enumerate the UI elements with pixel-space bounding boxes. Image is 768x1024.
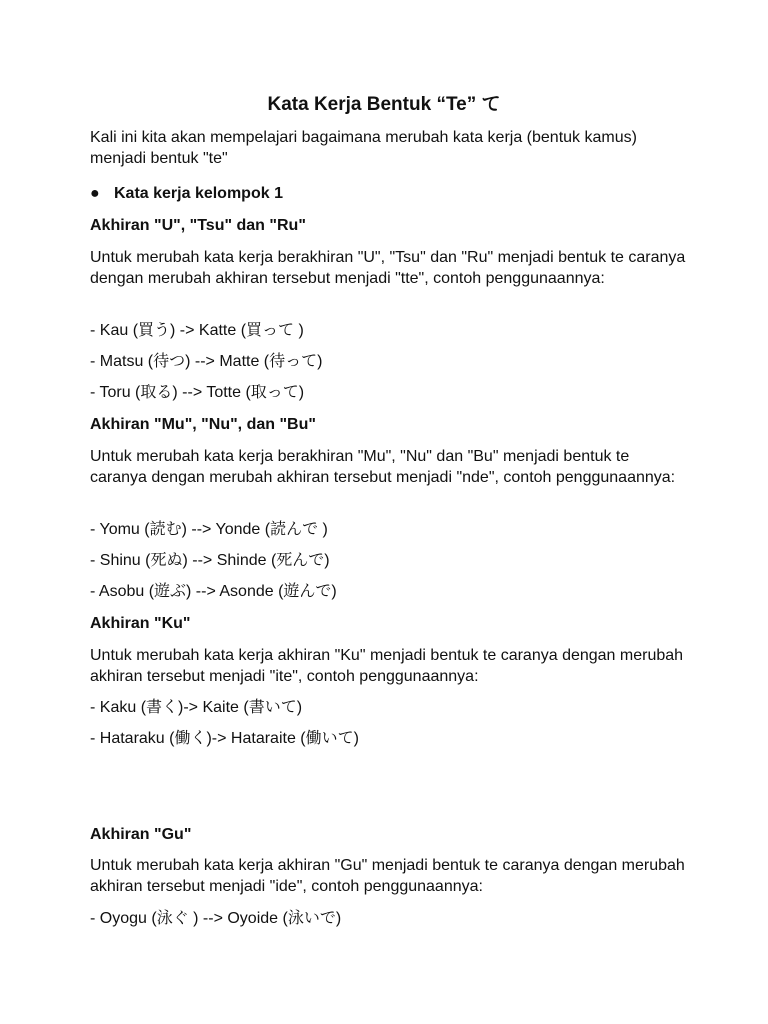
section-desc-gu: Untuk merubah kata kerja akhiran "Gu" menjadi bentuk te caranya dengan merubah akhiran tersebut menjadi "ide", contoh penggunaannya: <box>90 857 685 895</box>
example-line: - Asobu (遊ぶ) --> Asonde (遊んで) <box>90 583 337 600</box>
example-line: - Shinu (死ぬ) --> Shinde (死んで) <box>90 552 330 569</box>
example-line: - Yomu (読む) --> Yonde (読んで ) <box>90 521 328 538</box>
section-heading-mu-nu-bu: Akhiran "Mu", "Nu", dan "Bu" <box>90 416 316 433</box>
section-desc-ku: Untuk merubah kata kerja akhiran "Ku" menjadi bentuk te caranya dengan merubah akhiran tersebut menjadi "ite", contoh penggunaannya: <box>90 647 684 685</box>
page-title: Kata Kerja Bentuk “Te” て <box>267 94 501 115</box>
section-heading-gu: Akhiran "Gu" <box>90 826 192 843</box>
bullet-label: Kata kerja kelompok 1 <box>114 185 283 202</box>
section-heading-ku: Akhiran "Ku" <box>90 615 191 632</box>
example-line: - Toru (取る) --> Totte (取って) <box>90 384 305 401</box>
example-line: - Matsu (待つ) --> Matte (待って) <box>90 353 323 370</box>
example-line: - Oyogu (泳ぐ ) --> Oyoide (泳いで) <box>90 910 342 927</box>
example-line: - Kau (買う) -> Katte (買って ) <box>90 322 304 339</box>
example-line: - Hataraku (働く)-> Hataraite (働いて) <box>90 730 359 747</box>
section-heading-u-tsu-ru: Akhiran "U", "Tsu" dan "Ru" <box>90 217 306 234</box>
section-desc-mu-nu-bu: Untuk merubah kata kerja berakhiran "Mu", "Nu" dan "Bu" menjadi bentuk te caranya dengan merubah akhiran tersebut menjadi "nde", contoh penggunaannya: <box>90 448 676 486</box>
bullet-item-group-1 <box>90 184 283 204</box>
intro-paragraph: Kali ini kita akan mempelajari bagaimana merubah kata kerja (bentuk kamus) menjadi bentuk "te" <box>90 129 637 167</box>
bullet-icon: ● <box>90 185 100 202</box>
example-line: - Kaku (書く)-> Kaite (書いて) <box>90 699 303 716</box>
section-desc-u-tsu-ru: Untuk merubah kata kerja berakhiran "U", "Tsu" dan "Ru" menjadi bentuk te caranya dengan merubah akhiran tersebut menjadi "tte", contoh penggunaannya: <box>90 249 686 287</box>
